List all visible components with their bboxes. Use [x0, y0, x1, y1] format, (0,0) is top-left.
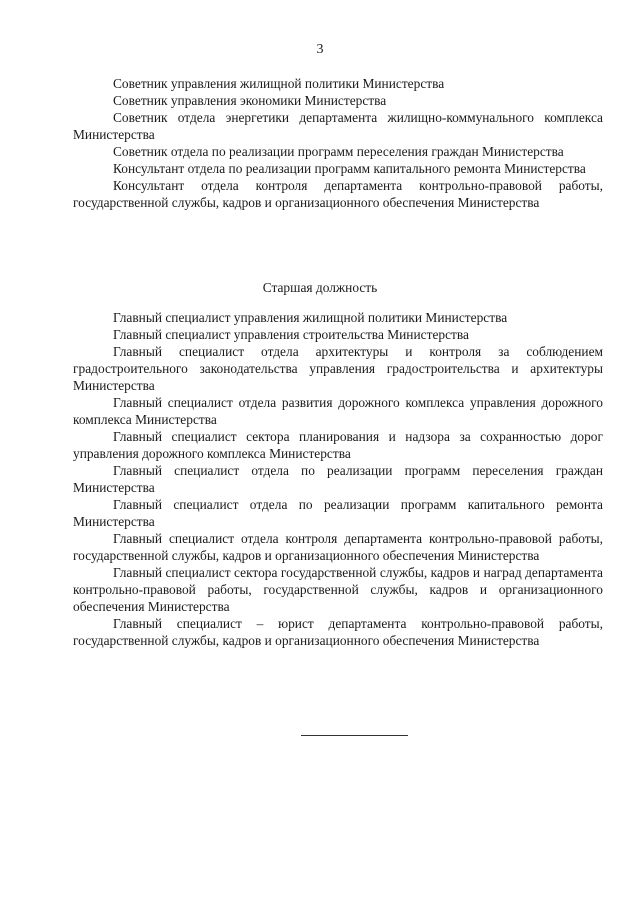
position-item: Главный специалист – юрист департамента контрольно-правовой работы, государственной службы, кадров и организационного обеспечения Министерства	[73, 616, 603, 648]
position-item: Главный специалист отдела развития дорожного комплекса управления дорожного комплекса Министерства	[73, 395, 603, 427]
section-heading: Старшая должность	[262, 280, 378, 295]
position-item: Советник отдела по реализации программ переселения граждан Министерства	[113, 144, 564, 159]
position-item: Главный специалист отдела архитектуры и контроля за соблюдением градостроительного законодательства управления градостроительства и архитектуры Министерства	[73, 344, 603, 393]
position-item: Консультант отдела по реализации программ капитального ремонта Министерства	[113, 161, 586, 176]
position-item: Главный специалист отдела контроля департамента контрольно-правовой работы, государственной службы, кадров и организационного обеспечения Министерства	[73, 531, 603, 563]
position-item: Советник отдела энергетики департамента жилищно-коммунального комплекса Министерства	[73, 110, 603, 142]
section-senior-positions	[73, 309, 603, 649]
position-item: Консультант отдела контроля департамента контрольно-правовой работы, государственной службы, кадров и организационного обеспечения Министерства	[73, 178, 603, 210]
position-item: Главный специалист сектора планирования и надзора за сохранностью дорог управления дорожного комплекса Министерства	[73, 429, 603, 461]
position-item: Главный специалист отдела по реализации программ переселения граждан Министерства	[73, 463, 603, 495]
position-item: Советник управления экономики Министерства	[113, 93, 387, 108]
position-item: Советник управления жилищной политики Министерства	[113, 76, 445, 91]
position-item: Главный специалист сектора государственной службы, кадров и наград департамента контрольно-правовой работы, государственной службы, кадров и организационного обеспечения Министерства	[73, 565, 603, 614]
position-item: Главный специалист управления строительства Министерства	[113, 327, 469, 342]
position-item: Главный специалист отдела по реализации программ капитального ремонта Министерства	[73, 497, 603, 529]
section-senior-advisors	[73, 75, 603, 211]
position-item: Главный специалист управления жилищной политики Министерства	[113, 310, 508, 325]
page-number: 3	[316, 42, 324, 57]
closing-rule	[301, 735, 408, 736]
